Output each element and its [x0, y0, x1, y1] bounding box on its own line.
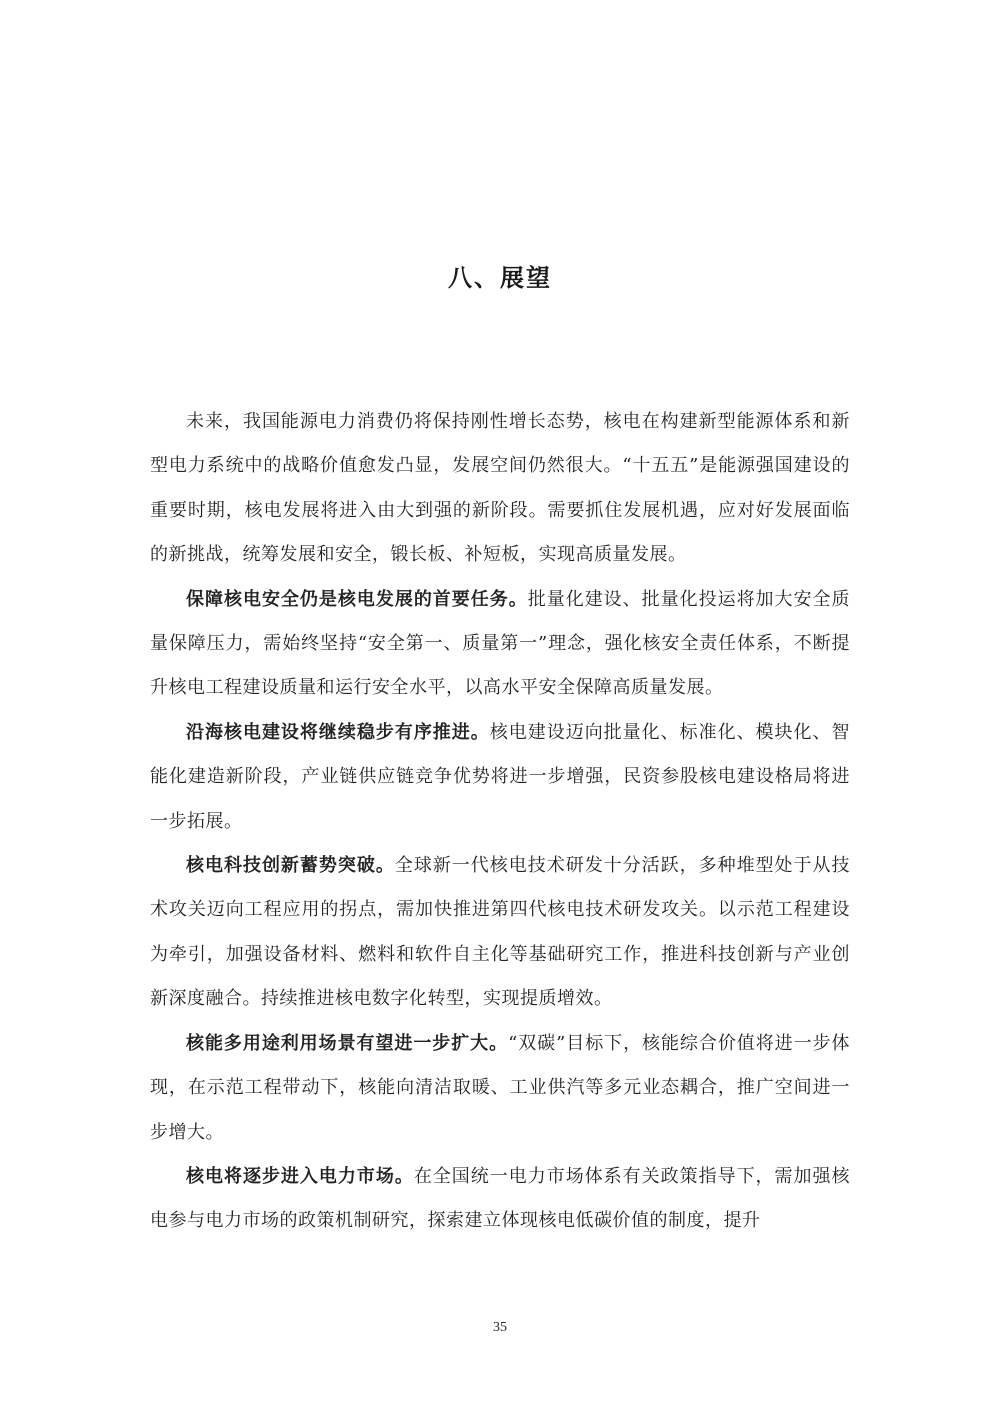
paragraph-3	[150, 711, 850, 844]
page-number: 35	[493, 1320, 507, 1335]
paragraph-5-text: “双碳”目标下，核能综合价值将进一步体现，在示范工程带动下，核能向清洁取暖、工业供汽等多元业态耦合，推广空间进一步增大。	[150, 1032, 851, 1143]
paragraph-6	[150, 1155, 850, 1244]
paragraph-6-text: 在全国统一电力市场体系有关政策指导下，需加强核电参与电力市场的政策机制研究，探索建立体现核电低碳价值的制度，提升	[150, 1165, 851, 1232]
paragraph-1-text: 未来，我国能源电力消费仍将保持刚性增长态势，核电在构建新型能源体系和新型电力系统中的战略价值愈发凸显，发展空间仍然很大。“十五五”是能源强国建设的重要时期，核电发展将进入由大到强的新阶段。需要抓住发展机遇，应对好发展面临的新挑战，统筹发展和安全，锻长板、补短板，实现高质量发展。	[150, 411, 850, 566]
body-text	[150, 400, 850, 1244]
paragraph-3-lead: 沿海核电建设将继续稳步有序推进。	[186, 721, 490, 743]
paragraph-4	[150, 844, 850, 1022]
paragraph-2	[150, 578, 850, 711]
paragraph-5-lead: 核能多用途利用场景有望进一步扩大。	[186, 1032, 509, 1054]
paragraph-1	[150, 400, 850, 578]
paragraph-4-text: 全球新一代核电技术研发十分活跃，多种堆型处于从技术攻关迈向工程应用的拐点，需加快推进第四代核电技术研发攻关。以示范工程建设为牵引，加强设备材料、燃料和软件自主化等基础研究工作，推进科技创新与产业创新深度融合。持续推进核电数字化转型，实现提质增效。	[150, 855, 851, 1010]
paragraph-3-text: 核电建设迈向批量化、标准化、模块化、智能化建造新阶段，产业链供应链竞争优势将进一步增强，民资参股核电建设格局将进一步拓展。	[150, 721, 850, 832]
paragraph-5	[150, 1022, 850, 1155]
paragraph-2-text: 批量化建设、批量化投运将加大安全质量保障压力，需始终坚持“安全第一、质量第一”理念，强化核安全责任体系，不断提升核电工程建设质量和运行安全水平，以高水平安全保障高质量发展。	[150, 588, 850, 699]
paragraph-6-lead: 核电将逐步进入电力市场。	[186, 1165, 414, 1187]
paragraph-4-lead: 核电科技创新蓄势突破。	[186, 855, 395, 877]
section-title: 八、展望	[448, 264, 552, 292]
paragraph-2-lead: 保障核电安全仍是核电发展的首要任务。	[186, 588, 528, 610]
